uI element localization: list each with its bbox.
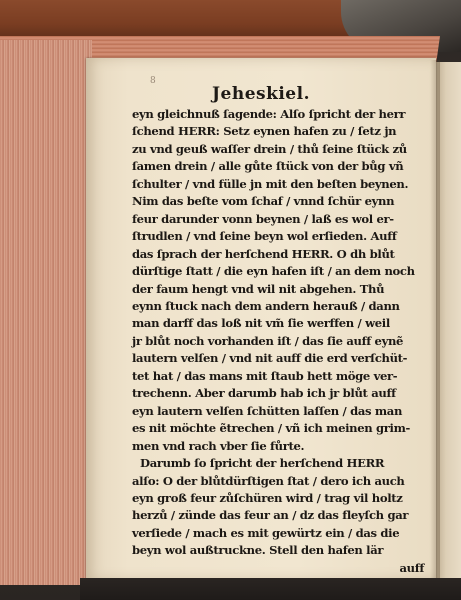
text-line: dürſtige ſtatt / die eyn hafen iſt / an dem noch [132,264,415,279]
gutter-shadow [430,60,440,582]
text-line: ſamen drein / alle gůte ſtück von der bůg vñ [132,159,404,174]
text-line: men vnd rach vber ſie fůrte. [132,438,305,453]
text-line: Nim das beſte vom ſchaf / vnnd ſchür eynn [132,194,395,209]
text-line: ſchulter / vnd fülle jn mit den beſten beynen. [132,176,409,191]
text-line: beyn wol außtruckne. Stell den hafen lär [132,543,384,558]
text-line: das ſprach der herſchend HERR. O dh blůt [132,246,395,261]
text-line: trechenn. Aber darumb hab ich jr blůt auff [132,386,396,401]
text-line: zu vnd geuß waſſer drein / thů ſeine ſtück zů [132,141,407,156]
text-line: eynn ſtuck nach dem andern herauß / dann [132,298,400,313]
page-mark: 8 [150,76,156,86]
text-line: herzů / zünde das feur an / dz das fleyſch gar [132,508,409,523]
catchword: auff [399,560,424,575]
text-line: eyn gleichnuß ſagende: Alſo ſpricht der herr [132,107,406,121]
text-line: man darff das loß nit vm̃ ſie werffen / weil [132,316,390,331]
text-line: feur darunder vonn beynen / laß es wol er- [132,211,394,226]
text-line: tet hat / das mans mit ſtaub hett möge ver- [132,368,398,383]
text-line: ſtrudlen / vnd ſeine beyn wol erſieden. Auff [132,229,397,244]
text-line: eyn groß feur zůſchüren wird / trag vil holtz [132,490,403,505]
text-line: der faum hengt vnd wil nit abgehen. Thů [132,281,385,296]
book-page [86,58,436,580]
text-line: alſo: O der blůtdürſtigen ſtat / dero ich auch [132,473,405,488]
bottom-background [80,578,461,600]
running-head: Jeheskiel. [211,84,311,104]
text-line: eyn lautern velſen ſchütten laſſen / das man [132,403,403,418]
text-line: verſiede / mach es mit gewürtz ein / das die [132,525,400,540]
text-line: es nit möchte ẽtrechen / vñ ich meinen grim- [132,421,410,436]
text-line: jr blůt noch vorhanden iſt / das ſie auff eynẽ [132,333,404,348]
text-line: ſchend HERR: Setz eynen hafen zu / ſetz jn [132,124,397,139]
page-text [132,106,424,577]
text-line: Darumb ſo ſpricht der herſchend HERR [140,456,385,471]
text-line: lautern velſen / vnd nit auff die erd verſchüt- [132,351,408,366]
page-block-fore-edge [0,40,92,585]
